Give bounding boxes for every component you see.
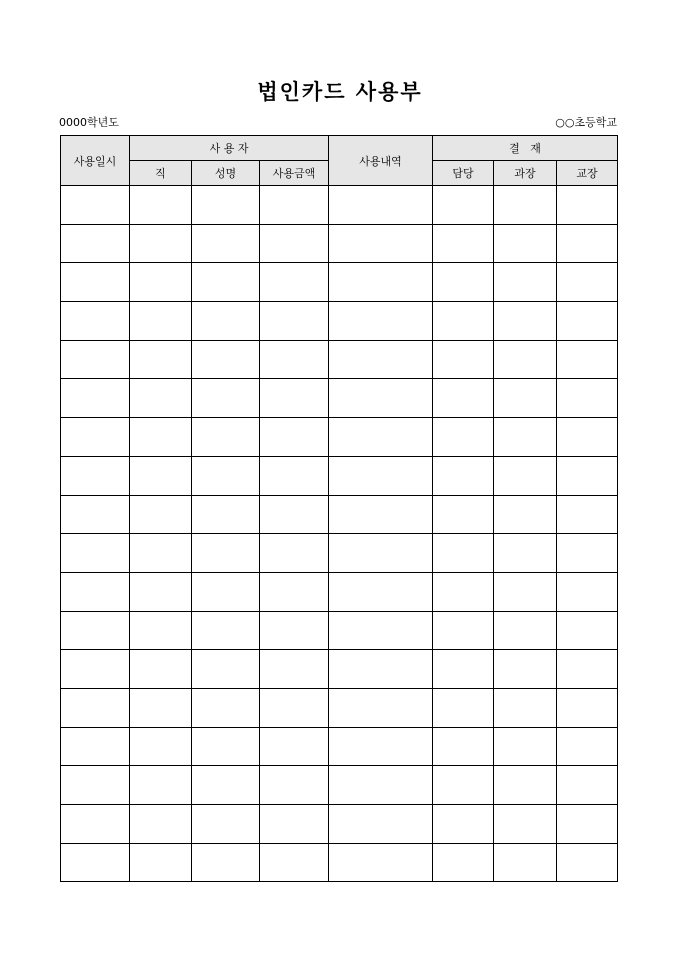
name-cell (192, 572, 260, 611)
table-row (61, 224, 618, 263)
amount-cell (260, 302, 329, 341)
table-row (61, 650, 618, 689)
table-row (61, 186, 618, 225)
table-row (61, 688, 618, 727)
details-cell (329, 186, 433, 225)
manager-sign-cell (494, 688, 557, 727)
table-row (61, 572, 618, 611)
table-row (61, 379, 618, 418)
principal-sign-cell (557, 418, 618, 457)
staff-sign-cell (433, 456, 494, 495)
staff-sign-cell (433, 263, 494, 302)
manager-sign-cell (494, 572, 557, 611)
table-row (61, 534, 618, 573)
name-cell (192, 650, 260, 689)
date-cell (61, 263, 130, 302)
header-staff: 담당 (433, 161, 494, 186)
date-cell (61, 611, 130, 650)
principal-sign-cell (557, 650, 618, 689)
position-cell (130, 456, 192, 495)
amount-cell (260, 418, 329, 457)
amount-cell (260, 805, 329, 844)
details-cell (329, 766, 433, 805)
details-cell (329, 650, 433, 689)
principal-sign-cell (557, 805, 618, 844)
name-cell (192, 611, 260, 650)
date-cell (61, 727, 130, 766)
details-cell (329, 572, 433, 611)
position-cell (130, 843, 192, 882)
principal-sign-cell (557, 843, 618, 882)
staff-sign-cell (433, 340, 494, 379)
name-cell (192, 224, 260, 263)
manager-sign-cell (494, 263, 557, 302)
amount-cell (260, 843, 329, 882)
table-row (61, 766, 618, 805)
header-details: 사용내역 (329, 136, 433, 186)
name-cell (192, 495, 260, 534)
details-cell (329, 727, 433, 766)
manager-sign-cell (494, 224, 557, 263)
principal-sign-cell (557, 727, 618, 766)
staff-sign-cell (433, 534, 494, 573)
date-cell (61, 766, 130, 805)
date-cell (61, 688, 130, 727)
amount-cell (260, 379, 329, 418)
position-cell (130, 340, 192, 379)
header-name: 성명 (192, 161, 260, 186)
name-cell (192, 843, 260, 882)
position-cell (130, 688, 192, 727)
staff-sign-cell (433, 611, 494, 650)
principal-sign-cell (557, 456, 618, 495)
card-usage-table (60, 135, 618, 882)
amount-cell (260, 572, 329, 611)
amount-cell (260, 611, 329, 650)
date-cell (61, 186, 130, 225)
principal-sign-cell (557, 379, 618, 418)
name-cell (192, 302, 260, 341)
header-position: 직 (130, 161, 192, 186)
date-cell (61, 572, 130, 611)
details-cell (329, 843, 433, 882)
details-cell (329, 224, 433, 263)
name-cell (192, 418, 260, 457)
date-cell (61, 379, 130, 418)
header-manager: 과장 (494, 161, 557, 186)
table-header (61, 136, 618, 186)
date-cell (61, 340, 130, 379)
header-date: 사용일시 (61, 136, 130, 186)
principal-sign-cell (557, 766, 618, 805)
position-cell (130, 727, 192, 766)
manager-sign-cell (494, 650, 557, 689)
manager-sign-cell (494, 495, 557, 534)
name-cell (192, 263, 260, 302)
name-cell (192, 456, 260, 495)
date-cell (61, 843, 130, 882)
manager-sign-cell (494, 534, 557, 573)
principal-sign-cell (557, 224, 618, 263)
position-cell (130, 302, 192, 341)
amount-cell (260, 727, 329, 766)
details-cell (329, 302, 433, 341)
staff-sign-cell (433, 302, 494, 341)
principal-sign-cell (557, 263, 618, 302)
name-cell (192, 534, 260, 573)
amount-cell (260, 456, 329, 495)
name-cell (192, 805, 260, 844)
position-cell (130, 650, 192, 689)
header-user-group (130, 136, 329, 161)
principal-sign-cell (557, 186, 618, 225)
date-cell (61, 805, 130, 844)
amount-cell (260, 534, 329, 573)
position-cell (130, 534, 192, 573)
manager-sign-cell (494, 456, 557, 495)
amount-cell (260, 186, 329, 225)
position-cell (130, 572, 192, 611)
name-cell (192, 340, 260, 379)
header-principal: 교장 (557, 161, 618, 186)
staff-sign-cell (433, 805, 494, 844)
manager-sign-cell (494, 611, 557, 650)
date-cell (61, 650, 130, 689)
academic-year-label: 0000학년도 (59, 116, 119, 129)
name-cell (192, 766, 260, 805)
name-cell (192, 688, 260, 727)
staff-sign-cell (433, 418, 494, 457)
manager-sign-cell (494, 418, 557, 457)
header-approval-group-label: 결 재 (509, 142, 541, 155)
details-cell (329, 456, 433, 495)
position-cell (130, 611, 192, 650)
table-row (61, 456, 618, 495)
date-cell (61, 495, 130, 534)
position-cell (130, 186, 192, 225)
position-cell (130, 379, 192, 418)
amount-cell (260, 688, 329, 727)
staff-sign-cell (433, 224, 494, 263)
date-cell (61, 418, 130, 457)
date-cell (61, 456, 130, 495)
table-row (61, 727, 618, 766)
table-body (61, 186, 618, 882)
manager-sign-cell (494, 766, 557, 805)
details-cell (329, 688, 433, 727)
details-cell (329, 495, 433, 534)
table-row (61, 611, 618, 650)
manager-sign-cell (494, 805, 557, 844)
details-cell (329, 611, 433, 650)
position-cell (130, 263, 192, 302)
staff-sign-cell (433, 379, 494, 418)
table-row (61, 263, 618, 302)
staff-sign-cell (433, 688, 494, 727)
position-cell (130, 805, 192, 844)
manager-sign-cell (494, 302, 557, 341)
name-cell (192, 727, 260, 766)
school-name-label: ○○초등학교 (555, 116, 617, 129)
details-cell (329, 534, 433, 573)
staff-sign-cell (433, 572, 494, 611)
details-cell (329, 379, 433, 418)
table-row (61, 418, 618, 457)
position-cell (130, 224, 192, 263)
details-cell (329, 805, 433, 844)
header-row-1 (61, 136, 618, 161)
header-approval-group (433, 136, 618, 161)
staff-sign-cell (433, 186, 494, 225)
staff-sign-cell (433, 766, 494, 805)
amount-cell (260, 340, 329, 379)
manager-sign-cell (494, 340, 557, 379)
principal-sign-cell (557, 302, 618, 341)
amount-cell (260, 650, 329, 689)
staff-sign-cell (433, 650, 494, 689)
position-cell (130, 495, 192, 534)
amount-cell (260, 766, 329, 805)
name-cell (192, 186, 260, 225)
header-amount: 사용금액 (260, 161, 329, 186)
document-title: 법인카드 사용부 (257, 79, 423, 104)
principal-sign-cell (557, 572, 618, 611)
principal-sign-cell (557, 688, 618, 727)
details-cell (329, 418, 433, 457)
staff-sign-cell (433, 727, 494, 766)
date-cell (61, 224, 130, 263)
details-cell (329, 340, 433, 379)
date-cell (61, 302, 130, 341)
principal-sign-cell (557, 534, 618, 573)
table-row (61, 302, 618, 341)
name-cell (192, 379, 260, 418)
manager-sign-cell (494, 843, 557, 882)
table-row (61, 495, 618, 534)
position-cell (130, 766, 192, 805)
staff-sign-cell (433, 495, 494, 534)
table-row (61, 340, 618, 379)
manager-sign-cell (494, 379, 557, 418)
principal-sign-cell (557, 340, 618, 379)
amount-cell (260, 495, 329, 534)
amount-cell (260, 224, 329, 263)
manager-sign-cell (494, 727, 557, 766)
table-row (61, 805, 618, 844)
date-cell (61, 534, 130, 573)
principal-sign-cell (557, 495, 618, 534)
staff-sign-cell (433, 843, 494, 882)
amount-cell (260, 263, 329, 302)
position-cell (130, 418, 192, 457)
details-cell (329, 263, 433, 302)
manager-sign-cell (494, 186, 557, 225)
principal-sign-cell (557, 611, 618, 650)
table-row (61, 843, 618, 882)
header-user-group-label: 사 용 자 (209, 142, 249, 155)
